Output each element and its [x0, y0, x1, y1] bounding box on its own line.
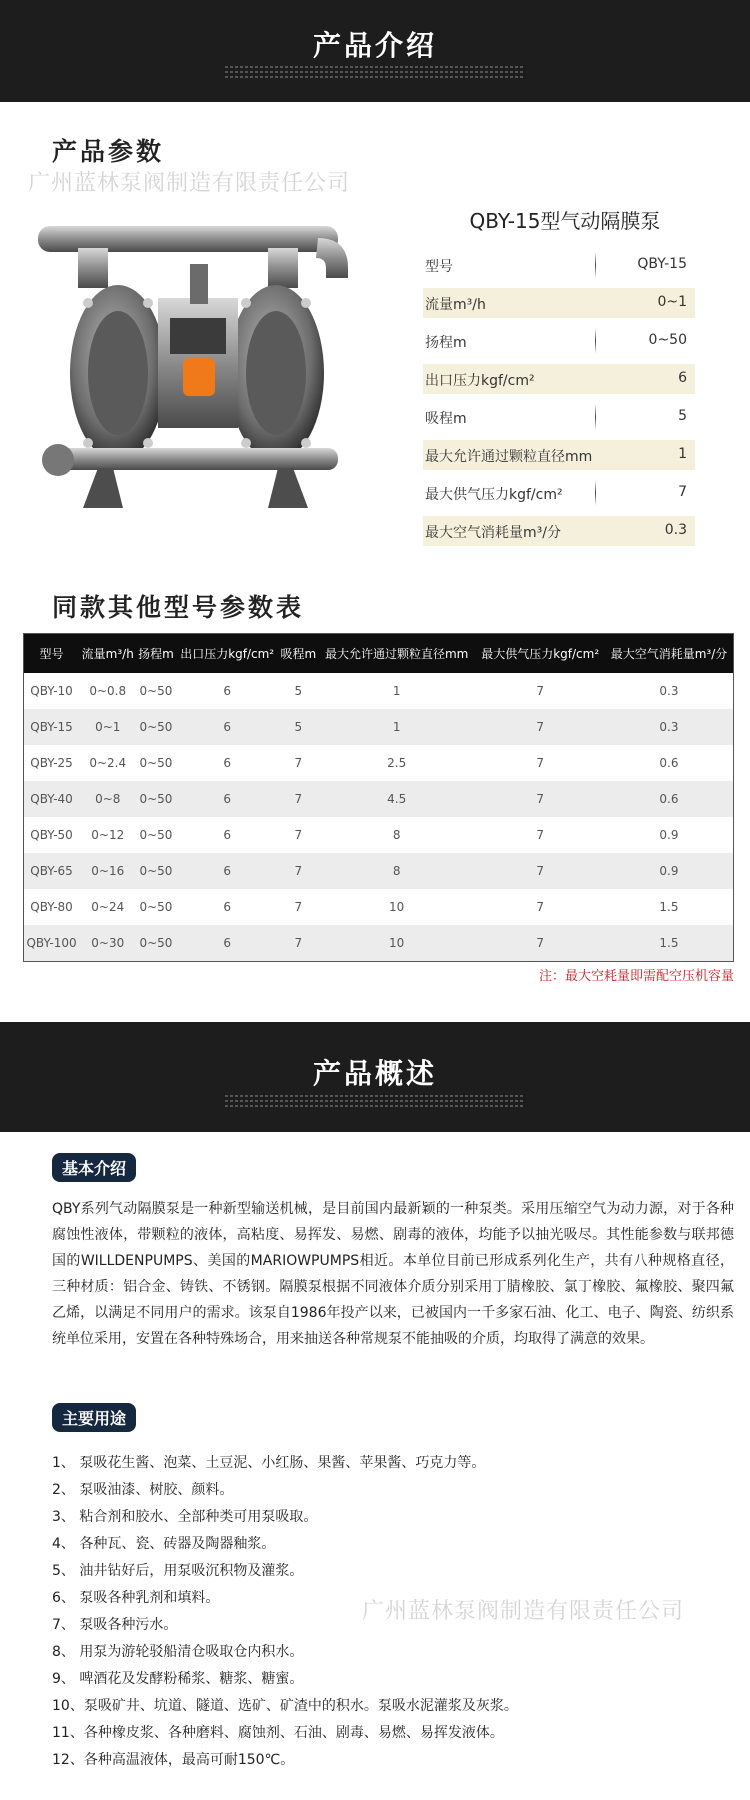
- table-cell: 0~50: [139, 828, 173, 842]
- table-cell: 1.5: [605, 925, 733, 961]
- column-header: 最大供气压力kgf/cm²: [475, 634, 605, 673]
- list-item: 9、 啤酒花及发酵粉稀浆、糖浆、糖蜜。: [52, 1671, 304, 1687]
- pump-image: [18, 208, 378, 518]
- spec-row: [423, 288, 695, 318]
- table-cell: 7: [536, 900, 544, 914]
- table-cell: 0.3: [605, 709, 733, 745]
- column-header: 扬程m: [136, 634, 175, 673]
- intro-tag: 基本介绍: [52, 1153, 136, 1182]
- table-row: [24, 781, 733, 817]
- spec-key: 吸程m: [425, 411, 467, 427]
- table-cell: 1: [392, 684, 401, 698]
- spec-value: 0~50: [648, 332, 687, 348]
- table-cell: 8: [318, 853, 475, 889]
- table-cell: 7: [536, 828, 544, 842]
- watermark: 广州蓝林泵阀制造有限责任公司: [28, 171, 351, 196]
- params-heading: 产品参数: [52, 137, 165, 166]
- models-table: [23, 633, 734, 962]
- table-cell: 0~50: [136, 853, 175, 889]
- table-row: [24, 745, 733, 781]
- table-cell: 0~30: [79, 925, 136, 961]
- list-item: 3、 粘合剂和胶水、全部种类可用泵吸取。: [52, 1509, 318, 1525]
- table-cell: 0.6: [605, 781, 733, 817]
- table-cell: 2.5: [387, 756, 407, 770]
- list-item: 10、泵吸矿井、坑道、隧道、选矿、矿渣中的积水。泵吸水泥灌浆及灰浆。: [52, 1698, 518, 1714]
- column-header: 最大允许通过颗粒直径mm: [318, 634, 475, 673]
- spec-key: 最大允许通过颗粒直径mm: [425, 449, 593, 465]
- column-header: 最大空气消耗量m³/分: [605, 634, 733, 673]
- table-cell: 0~8: [79, 781, 136, 817]
- table-cell: 7: [536, 684, 544, 698]
- table-note: 注：最大空耗量即需配空压机容量: [538, 969, 734, 984]
- table-cell: 0~50: [139, 900, 173, 914]
- header-decoration: [225, 1092, 525, 1110]
- intro-text: QBY系列气动隔膜泵是一种新型输送机械，是目前国内最新颖的一种泵类。采用压缩空气为动力源，对于各种腐蚀性液体，带颗粒的液体，高粘度、易挥发、易燃、剧毒的液体，均能予以抽光吸尽。其性能参数与联邦德国的WILLDENPUMPS、美国的MARIOWPUMPS相近。本单位目前已形成系列化生产，共有八种规格直径，三种材质：铝合金、铸铁、不锈钢。隔膜泵根据不同液体介质分别采用丁腈橡胶、氯丁橡胶、氟橡胶、聚四氟乙烯，以满足不同用户的需求。该泵自1986年投产以来，已被国内一千多家石油、化工、电子、陶瓷、纺织系统单位采用，安置在各种特殊场合，用来抽送各种常规泵不能抽吸的介质，均取得了满意的效果。: [52, 1201, 734, 1347]
- table-cell: 0~24: [91, 900, 125, 914]
- table-row: [24, 673, 733, 709]
- table-cell: 0~2.4: [89, 756, 127, 770]
- table-row: [24, 709, 733, 745]
- list-item: 5、 油井钻好后，用泵吸沉积物及灌浆。: [52, 1563, 304, 1579]
- list-item: 12、各种高温液体，最高可耐150℃。: [52, 1752, 295, 1768]
- column-header: 吸程m: [279, 634, 318, 673]
- table-cell: 7: [279, 781, 318, 817]
- table-row: [24, 817, 733, 853]
- table-cell: 0~0.8: [89, 684, 127, 698]
- section-title-product-intro: 产品介绍: [312, 29, 437, 62]
- table-cell: 7: [279, 853, 318, 889]
- table-cell: 0~50: [139, 756, 173, 770]
- table-cell: 5: [294, 684, 303, 698]
- table-cell: 0~50: [136, 781, 175, 817]
- table-cell: 7: [475, 781, 605, 817]
- watermark: 广州蓝林泵阀制造有限责任公司: [362, 1599, 685, 1624]
- spec-key: 出口压力kgf/cm²: [425, 373, 535, 389]
- table-cell: QBY-80: [30, 900, 73, 914]
- list-item: 7、 泵吸各种污水。: [52, 1617, 178, 1633]
- spec-key: 最大空气消耗量m³/分: [425, 525, 561, 541]
- table-cell: QBY-25: [30, 756, 73, 770]
- table-cell: QBY-50: [30, 828, 73, 842]
- table-cell: 7: [475, 853, 605, 889]
- table-cell: 0.6: [659, 756, 679, 770]
- table-cell: 6: [223, 684, 231, 698]
- table-cell: 8: [392, 828, 401, 842]
- column-header: 出口压力kgf/cm²: [176, 634, 279, 673]
- table-cell: 7: [279, 925, 318, 961]
- spec-row: [423, 478, 695, 508]
- table-cell: 6: [176, 709, 279, 745]
- table-cell: 0~50: [139, 684, 173, 698]
- table-cell: 7: [294, 828, 303, 842]
- spec-row: [423, 440, 695, 470]
- uses-tag: 主要用途: [52, 1403, 136, 1432]
- list-item: 8、 用泵为游轮驳船清仓吸取仓内积水。: [52, 1644, 304, 1660]
- table-cell: 0~50: [136, 925, 175, 961]
- table-cell: 6: [223, 828, 231, 842]
- header-band: [0, 1022, 750, 1132]
- table-cell: 6: [176, 925, 279, 961]
- table-cell: 6: [223, 900, 231, 914]
- list-item: 6、 泵吸各种乳剂和填料。: [52, 1590, 220, 1606]
- spec-row: [423, 364, 695, 394]
- table-cell: 6: [223, 756, 231, 770]
- table-cell: QBY-40: [24, 781, 79, 817]
- table-cell: 7: [536, 756, 544, 770]
- product-title: QBY-15型气动隔膜泵: [469, 209, 661, 233]
- spec-value: 5: [678, 408, 687, 424]
- table-cell: 10: [389, 900, 405, 914]
- table-cell: 7: [294, 756, 303, 770]
- spec-row: [423, 326, 695, 356]
- spec-key: 流量m³/h: [425, 297, 486, 313]
- spec-row: [423, 250, 695, 280]
- table-cell: 6: [176, 853, 279, 889]
- table-cell: 4.5: [318, 781, 475, 817]
- table-cell: 0~50: [136, 709, 175, 745]
- list-item: 2、 泵吸油漆、树胶、颜料。: [52, 1482, 234, 1498]
- table-row: [24, 853, 733, 889]
- column-header: 流量m³/h: [79, 634, 136, 673]
- table-cell: 1: [318, 709, 475, 745]
- list-item: 11、各种橡皮浆、各种磨料、腐蚀剂、石油、剧毒、易燃、易挥发液体。: [52, 1725, 504, 1741]
- table-row: [24, 925, 733, 961]
- spec-key: 最大供气压力kgf/cm²: [425, 487, 563, 503]
- section-title-product-overview: 产品概述: [312, 1057, 437, 1090]
- spec-value: 1: [678, 446, 687, 462]
- table-cell: 0~1: [79, 709, 136, 745]
- table-cell: 0~16: [79, 853, 136, 889]
- table-cell: 0.9: [605, 853, 733, 889]
- table-cell: 7: [475, 709, 605, 745]
- table-cell: 0.9: [659, 828, 679, 842]
- table-cell: 5: [279, 709, 318, 745]
- spec-row: [423, 402, 695, 432]
- column-header: 型号: [24, 634, 79, 673]
- table-cell: 1.5: [659, 900, 679, 914]
- table-cell: QBY-15: [24, 709, 79, 745]
- spec-value: 0.3: [664, 522, 687, 538]
- table-cell: 7: [294, 900, 303, 914]
- spec-value: 0~1: [657, 294, 687, 310]
- table-cell: QBY-10: [30, 684, 73, 698]
- table-cell: QBY-100: [24, 925, 79, 961]
- spec-key: 型号: [425, 259, 453, 275]
- table-cell: 0.3: [659, 684, 679, 698]
- models-heading: 同款其他型号参数表: [52, 593, 305, 622]
- table-cell: 10: [318, 925, 475, 961]
- spec-value: QBY-15: [637, 256, 687, 272]
- spec-value: 6: [678, 370, 687, 386]
- list-item: 1、 泵吸花生酱、泡菜、土豆泥、小红肠、果酱、苹果酱、巧克力等。: [52, 1455, 486, 1471]
- header-decoration: [225, 63, 525, 81]
- table-cell: QBY-65: [24, 853, 79, 889]
- spec-key: 扬程m: [425, 335, 467, 351]
- table-cell: 0~12: [91, 828, 125, 842]
- table-cell: 7: [475, 925, 605, 961]
- table-row: [24, 889, 733, 925]
- spec-value: 7: [678, 484, 687, 500]
- header-band: [0, 0, 750, 102]
- table-cell: 6: [176, 781, 279, 817]
- spec-row: [423, 516, 695, 546]
- list-item: 4、 各种瓦、瓷、砖器及陶器釉浆。: [52, 1536, 276, 1552]
